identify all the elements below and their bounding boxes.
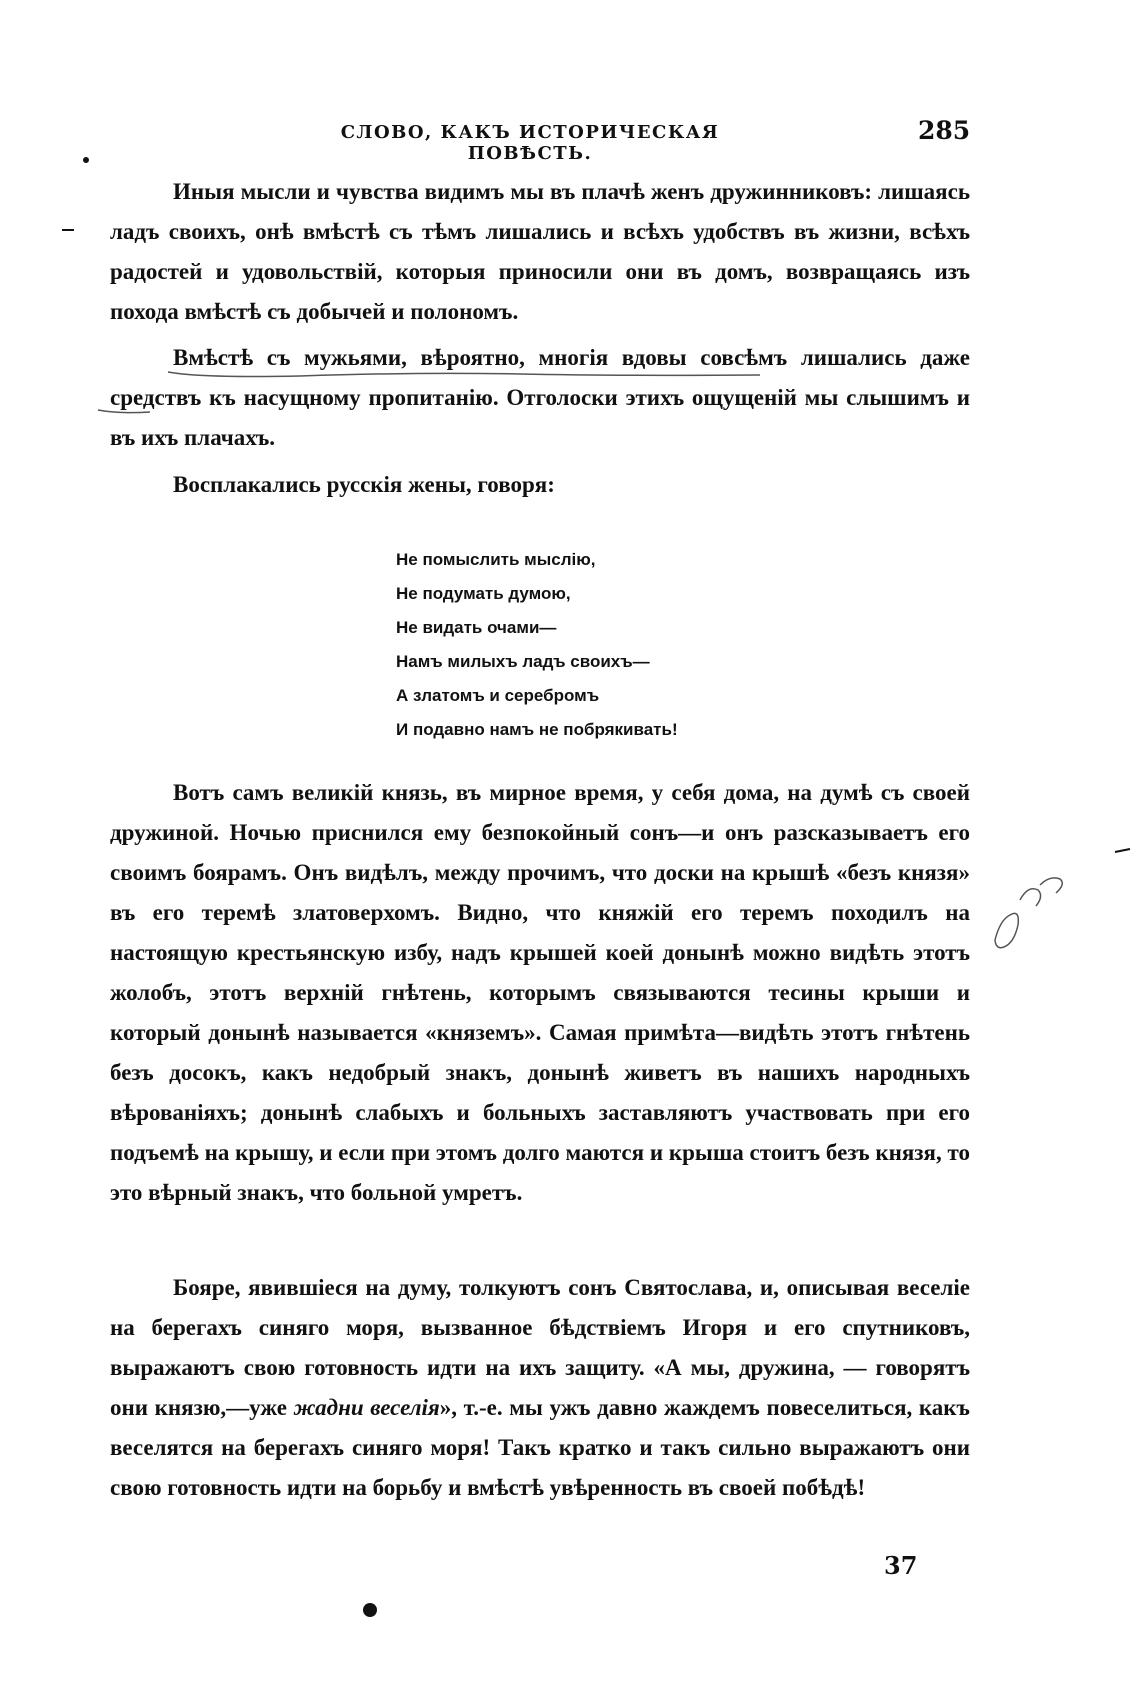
printer-signature: 37 — [884, 1551, 918, 1580]
verse-quote — [396, 543, 678, 747]
paragraph-5-text-a: Бояре, явившіеся на думу, толкуютъ сонъ Святослава, и, описывая веселіе на берегахъ синяго моря, вызванное бѣдствіемъ Игоря и его спутниковъ, выражаютъ свою готовность идти на ихъ защиту. «А мы, дружина, — говорятъ они князю,—уже — [110, 1275, 970, 1420]
verse-line: Намъ милыхъ ладъ своихъ— — [396, 652, 650, 671]
margin-scribble-2 — [1020, 889, 1041, 906]
verse-line: Не видать очами— — [396, 618, 557, 637]
paragraph-1-block — [110, 172, 970, 332]
verse-line: Не помыслить мыслію, — [396, 550, 596, 569]
verse-line: Не подумать думою, — [396, 584, 571, 603]
margin-scribble — [995, 913, 1018, 947]
verse-line: А златомъ и серебромъ — [396, 686, 600, 705]
margin-scribble-3 — [1040, 878, 1062, 893]
paragraph-4: Вотъ самъ великій князь, въ мирное время, у себя дома, на думѣ съ своей дружиной. Ночью приснился ему безпокойный сонъ—и онъ разсказываетъ его своимъ боярамъ. Онъ видѣлъ, между прочимъ, что доски на крышѣ «безъ князя» въ его теремѣ златоверхомъ. Видно, что княжій его теремъ походилъ на настоящую крестьянскую избу, надъ крышей коей донынѣ можно видѣть этотъ жолобъ, этотъ верхній гнѣтень, которымъ связываются тесины крыши и который донынѣ называется «княземъ». Самая примѣта—видѣть этотъ гнѣтень безъ досокъ, какъ недобрый знакъ, донынѣ живетъ въ нашихъ народныхъ вѣрованіяхъ; донынѣ слабыхъ и больныхъ заставляютъ участвовать при его подъемѣ на крышу, и если при этомъ долго маются и крыша стоитъ безъ князя, то это вѣрный знакъ, что больной умретъ. — [110, 780, 970, 1205]
paragraph-2: Вмѣстѣ съ мужьями, вѣроятно, многія вдовы совсѣмъ лишались даже средствъ къ насущному пропитанію. Отголоски этихъ ощущеній мы слышимъ и въ ихъ плачахъ. — [110, 345, 970, 450]
paragraph-2-block — [110, 338, 970, 458]
paragraph-4-block — [110, 773, 970, 1213]
ink-blot — [363, 1603, 377, 1617]
paragraph-5-block — [110, 1268, 970, 1508]
paragraph-5 — [110, 1268, 970, 1508]
paragraph-1: Иныя мысли и чувства видимъ мы въ плачѣ женъ дружинниковъ: лишаясь ладъ своихъ, онѣ вмѣстѣ съ тѣмъ лишались и всѣхъ удобствъ въ жизни, всѣхъ радостей и удовольствій, которыя приносили они въ домъ, возвращаясь изъ похода вмѣстѣ съ добычей и полономъ. — [110, 179, 970, 324]
verse-line: И подавно намъ не побрякивать! — [396, 720, 678, 739]
margin-dash-right — [1115, 849, 1130, 852]
paragraph-3-block — [110, 465, 970, 505]
ink-dot — [83, 157, 89, 163]
page-number: 285 — [918, 116, 971, 145]
paragraph-5-text-b: », т.-е. мы ужъ давно жаждемъ повеселиться, какъ веселятся на берегахъ синяго моря! Такъ кратко и такъ сильно выражаютъ они свою готовность идти на борьбу и вмѣстѣ увѣренность въ своей побѣдѣ! — [110, 1395, 970, 1500]
running-title: СЛОВО, КАКЪ ИСТОРИЧЕСКАЯ ПОВѢСТЬ. — [340, 122, 720, 164]
paragraph-5-italic-quote: жадни веселія — [293, 1395, 440, 1420]
paragraph-3: Восплакались русскія жены, говоря: — [173, 472, 555, 497]
